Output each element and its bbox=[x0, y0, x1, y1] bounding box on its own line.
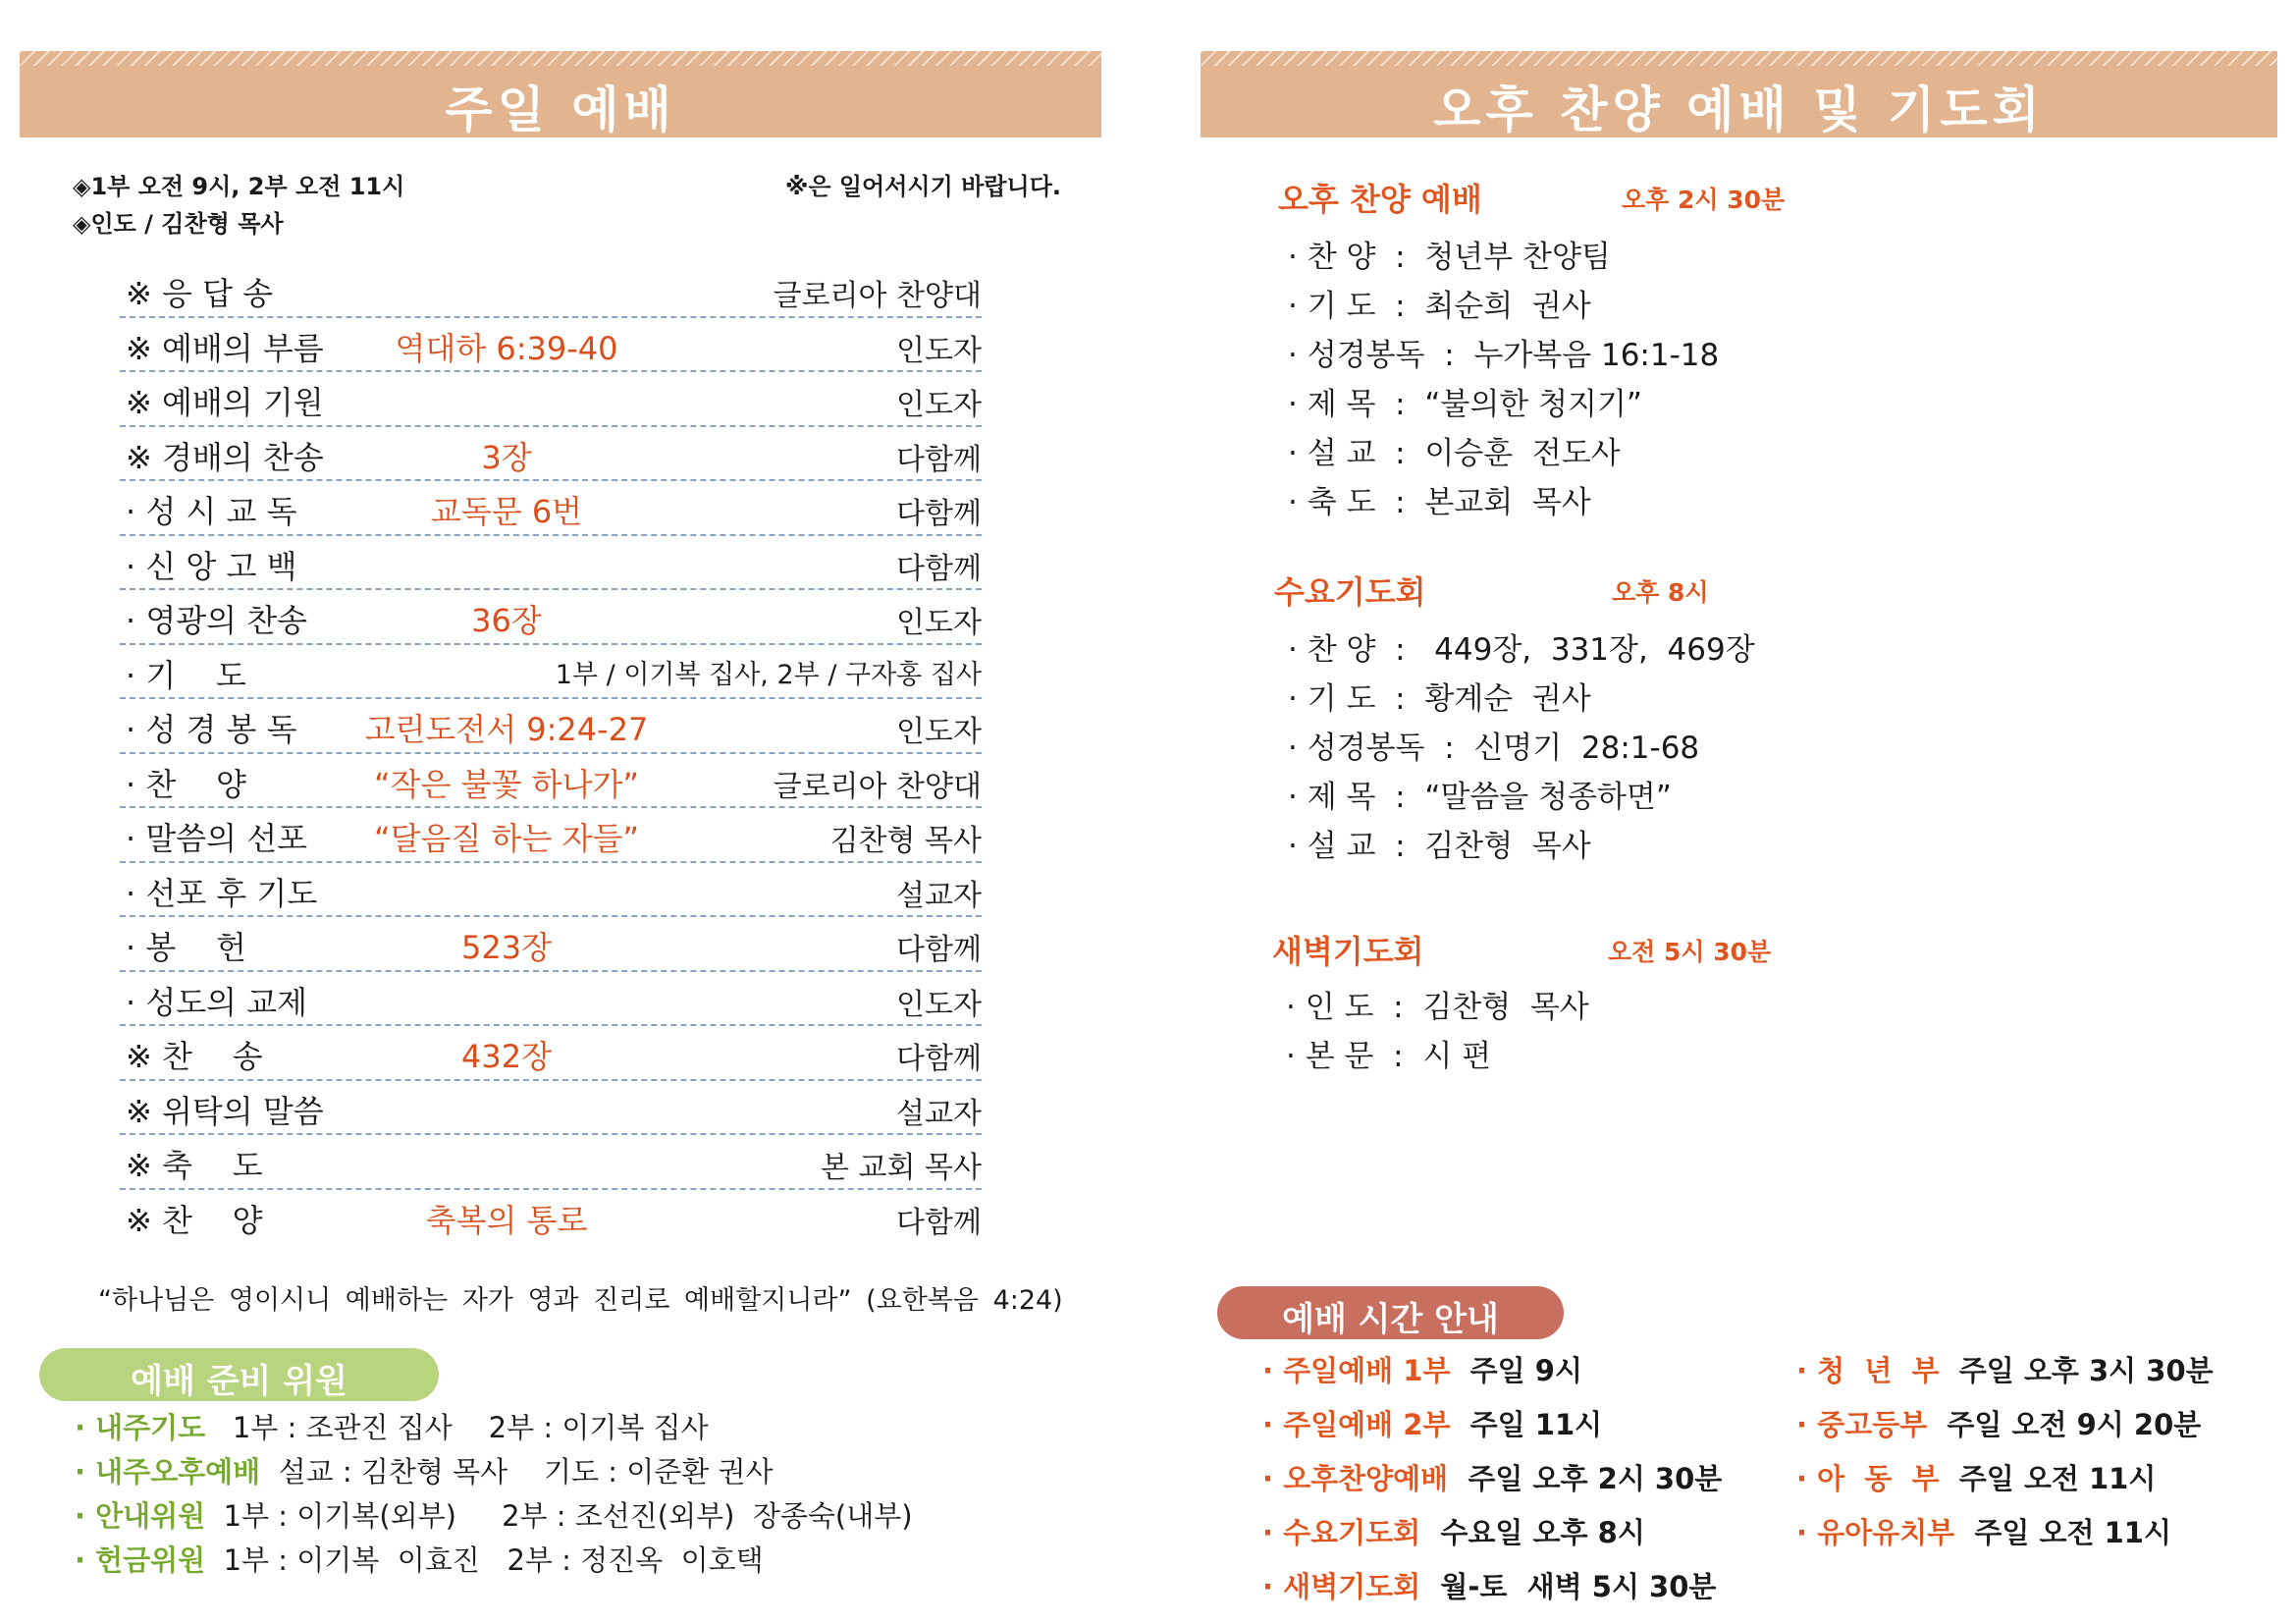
time-value: 수요일 오후 8시 bbox=[1420, 1516, 1645, 1549]
leader-info: ◈인도 / 김찬형 목사 bbox=[73, 210, 284, 238]
list-item: · 축 도 : 본교회 목사 bbox=[1288, 485, 1591, 520]
list-item: · 인 도 : 김찬형 목사 bbox=[1286, 990, 1589, 1025]
order-item-name: ※ 찬 양 bbox=[126, 1201, 263, 1239]
stand-note: ※은 일어서시기 바랍니다. bbox=[785, 173, 1061, 200]
order-row bbox=[120, 481, 982, 536]
order-row bbox=[120, 372, 982, 427]
prep-label: · 안내위원 bbox=[75, 1499, 206, 1533]
order-row bbox=[120, 1026, 982, 1081]
prep-text: 1부 : 이기복(외부) 2부 : 조선진(외부) 장종숙(내부) bbox=[205, 1499, 913, 1533]
order-item-person: 다함께 bbox=[896, 1205, 982, 1240]
right-title: 오후 찬양 예배 및 기도회 bbox=[1433, 81, 2045, 138]
time-value: 주일 오전 11시 bbox=[1954, 1516, 2171, 1549]
order-row bbox=[120, 1190, 982, 1245]
time-label: · 오후찬양예배 bbox=[1262, 1462, 1449, 1495]
order-item-person: 인도자 bbox=[896, 606, 982, 640]
list-item bbox=[1262, 1403, 1722, 1457]
section-time: 오후 2시 30분 bbox=[1622, 186, 1786, 214]
order-item-detail: 36장 bbox=[471, 602, 542, 639]
list-item bbox=[1796, 1511, 2214, 1565]
order-item-person: 다함께 bbox=[896, 442, 982, 477]
list-item bbox=[1796, 1457, 2214, 1511]
order-row bbox=[120, 863, 982, 918]
order-item-person: 글로리아 찬양대 bbox=[773, 279, 982, 313]
list-item: · 찬 양 : 449장, 331장, 469장 bbox=[1288, 632, 1755, 668]
service-times-info: ◈1부 오전 9시, 2부 오전 11시 bbox=[73, 173, 405, 200]
prep-committee-title: 예배 준비 위원 bbox=[131, 1362, 347, 1401]
order-item-name: · 성 경 봉 독 bbox=[126, 711, 297, 748]
section-heading: 새벽기도회 bbox=[1272, 933, 1424, 970]
order-row bbox=[120, 1081, 982, 1136]
prep-text: 설교 : 김찬형 목사 기도 : 이준환 권사 bbox=[260, 1455, 774, 1489]
time-label: · 주일예배 1부 bbox=[1262, 1354, 1451, 1387]
time-value: 주일 오후 2시 30분 bbox=[1448, 1462, 1723, 1495]
section-time: 오전 5시 30분 bbox=[1608, 938, 1772, 966]
order-row bbox=[120, 1135, 982, 1190]
order-item-person: 다함께 bbox=[896, 1042, 982, 1076]
order-item-name: · 성 시 교 독 bbox=[126, 493, 297, 530]
order-row bbox=[120, 808, 982, 863]
scripture-verse: “하나님은 영이시니 예배하는 자가 영과 진리로 예배할지니라” (요한복음 4:24) bbox=[98, 1285, 1063, 1316]
order-item-name: · 기 도 bbox=[126, 656, 246, 694]
prep-text: 1부 : 조관진 집사 2부 : 이기복 집사 bbox=[205, 1411, 709, 1444]
list-item: · 기 도 : 황계순 권사 bbox=[1288, 681, 1591, 717]
time-label: · 청 년 부 bbox=[1796, 1354, 1940, 1387]
order-row bbox=[120, 917, 982, 972]
order-row bbox=[120, 427, 982, 482]
list-item bbox=[75, 1539, 913, 1583]
order-row bbox=[120, 972, 982, 1027]
time-value: 주일 오후 3시 30분 bbox=[1939, 1354, 2214, 1387]
prep-label: · 내주오후예배 bbox=[75, 1455, 261, 1489]
order-item-detail: 역대하 6:39-40 bbox=[395, 329, 618, 367]
section-heading: 수요기도회 bbox=[1274, 573, 1426, 611]
order-row bbox=[120, 754, 982, 809]
time-label: · 중고등부 bbox=[1796, 1408, 1928, 1441]
prep-label: · 헌금위원 bbox=[75, 1543, 206, 1577]
time-value: 주일 오전 9시 20분 bbox=[1927, 1408, 2202, 1441]
order-item-person: 1부 / 이기복 집사, 2부 / 구자홍 집사 bbox=[555, 659, 982, 690]
section-time: 오후 8시 bbox=[1612, 578, 1709, 607]
order-item-name: · 성도의 교제 bbox=[126, 983, 308, 1021]
right-title-banner bbox=[1201, 51, 2277, 137]
list-item: · 성경봉독 : 누가복음 16:1-18 bbox=[1288, 338, 1720, 373]
order-row bbox=[120, 590, 982, 645]
order-row bbox=[120, 645, 982, 700]
section-items bbox=[1286, 982, 1589, 1080]
section-items bbox=[1288, 624, 1755, 870]
list-item bbox=[1796, 1349, 2214, 1403]
order-item-name: ※ 경배의 찬송 bbox=[126, 438, 324, 476]
order-item-detail: “작은 불꽃 하나가” bbox=[374, 765, 639, 803]
order-item-name: · 신 앙 고 백 bbox=[126, 547, 297, 585]
list-item: · 기 도 : 최순희 권사 bbox=[1288, 289, 1591, 324]
prep-label: · 내주기도 bbox=[75, 1411, 206, 1444]
order-of-worship bbox=[120, 263, 982, 1244]
time-label: · 새벽기도회 bbox=[1262, 1570, 1421, 1603]
time-value: 주일 9시 bbox=[1450, 1354, 1582, 1387]
time-label: · 수요기도회 bbox=[1262, 1516, 1421, 1549]
list-item bbox=[75, 1494, 913, 1539]
time-value: 주일 11시 bbox=[1450, 1408, 1603, 1441]
order-item-name: ※ 축 도 bbox=[126, 1147, 263, 1184]
order-item-person: 다함께 bbox=[896, 551, 982, 586]
order-item-name: ※ 응 답 송 bbox=[126, 275, 274, 312]
order-item-person: 인도자 bbox=[896, 987, 982, 1022]
list-item: · 성경봉독 : 신명기 28:1-68 bbox=[1288, 731, 1700, 766]
order-item-detail: 523장 bbox=[461, 929, 552, 966]
service-times-right bbox=[1796, 1349, 2214, 1565]
order-item-name: · 영광의 찬송 bbox=[126, 602, 308, 639]
order-item-detail: “달음질 하는 자들” bbox=[374, 820, 639, 857]
list-item: · 제 목 : “불의한 청지기” bbox=[1288, 387, 1642, 422]
order-row bbox=[120, 699, 982, 754]
list-item bbox=[1796, 1403, 2214, 1457]
list-item bbox=[75, 1450, 913, 1494]
time-label: · 주일예배 2부 bbox=[1262, 1408, 1451, 1441]
list-item: · 본 문 : 시 편 bbox=[1286, 1039, 1492, 1074]
order-item-person: 본 교회 목사 bbox=[821, 1151, 982, 1185]
list-item: · 설 교 : 김찬형 목사 bbox=[1288, 829, 1591, 864]
list-item: · 찬 양 : 청년부 찬양팀 bbox=[1288, 240, 1611, 275]
order-item-detail: 432장 bbox=[461, 1038, 552, 1075]
service-times-heading bbox=[1217, 1286, 1564, 1339]
order-item-person: 설교자 bbox=[896, 1096, 982, 1131]
time-label: · 유아유치부 bbox=[1796, 1516, 1955, 1549]
order-item-name: · 찬 양 bbox=[126, 765, 246, 803]
list-item: · 설 교 : 이승훈 전도사 bbox=[1288, 436, 1621, 471]
order-item-person: 다함께 bbox=[896, 933, 982, 967]
list-item bbox=[1262, 1457, 1722, 1511]
prep-committee-heading bbox=[39, 1348, 439, 1401]
order-item-detail: 고린도전서 9:24-27 bbox=[364, 711, 649, 748]
left-title: 주일 예배 bbox=[445, 81, 676, 138]
order-row bbox=[120, 318, 982, 373]
order-item-name: · 봉 헌 bbox=[126, 929, 246, 966]
order-item-person: 김찬형 목사 bbox=[829, 824, 982, 858]
section-items bbox=[1288, 232, 1719, 526]
time-value: 주일 오전 11시 bbox=[1939, 1462, 2157, 1495]
order-item-person: 인도자 bbox=[896, 333, 982, 368]
prep-committee-list bbox=[75, 1406, 913, 1583]
order-item-name: ※ 예배의 기원 bbox=[126, 384, 324, 421]
order-item-person: 인도자 bbox=[896, 715, 982, 749]
order-item-name: · 선포 후 기도 bbox=[126, 874, 318, 912]
section-heading: 오후 찬양 예배 bbox=[1278, 181, 1482, 218]
order-item-person: 다함께 bbox=[896, 497, 982, 531]
time-label: · 아 동 부 bbox=[1796, 1462, 1940, 1495]
order-item-name: ※ 찬 송 bbox=[126, 1038, 263, 1075]
order-item-name: ※ 위탁의 말씀 bbox=[126, 1092, 324, 1130]
order-row bbox=[120, 263, 982, 318]
order-item-name: ※ 예배의 부름 bbox=[126, 329, 324, 367]
list-item bbox=[1262, 1511, 1722, 1565]
prep-text: 1부 : 이기복 이효진 2부 : 정진옥 이호택 bbox=[205, 1543, 764, 1577]
service-times-left bbox=[1262, 1349, 1722, 1619]
list-item bbox=[1262, 1565, 1722, 1619]
order-item-person: 설교자 bbox=[896, 878, 982, 913]
list-item: · 제 목 : “말씀을 청종하면” bbox=[1288, 780, 1672, 815]
time-value: 월-토 새벽 5시 30분 bbox=[1420, 1570, 1717, 1603]
order-item-detail: 축복의 통로 bbox=[425, 1201, 588, 1239]
left-title-banner bbox=[20, 51, 1101, 137]
order-item-name: · 말씀의 선포 bbox=[126, 820, 308, 857]
order-row bbox=[120, 536, 982, 591]
order-item-person: 글로리아 찬양대 bbox=[773, 769, 982, 804]
order-item-detail: 3장 bbox=[481, 438, 532, 476]
order-item-person: 인도자 bbox=[896, 388, 982, 422]
list-item bbox=[75, 1406, 913, 1450]
list-item bbox=[1262, 1349, 1722, 1403]
order-item-detail: 교독문 6번 bbox=[430, 493, 583, 530]
service-times-title: 예배 시간 안내 bbox=[1282, 1300, 1499, 1339]
